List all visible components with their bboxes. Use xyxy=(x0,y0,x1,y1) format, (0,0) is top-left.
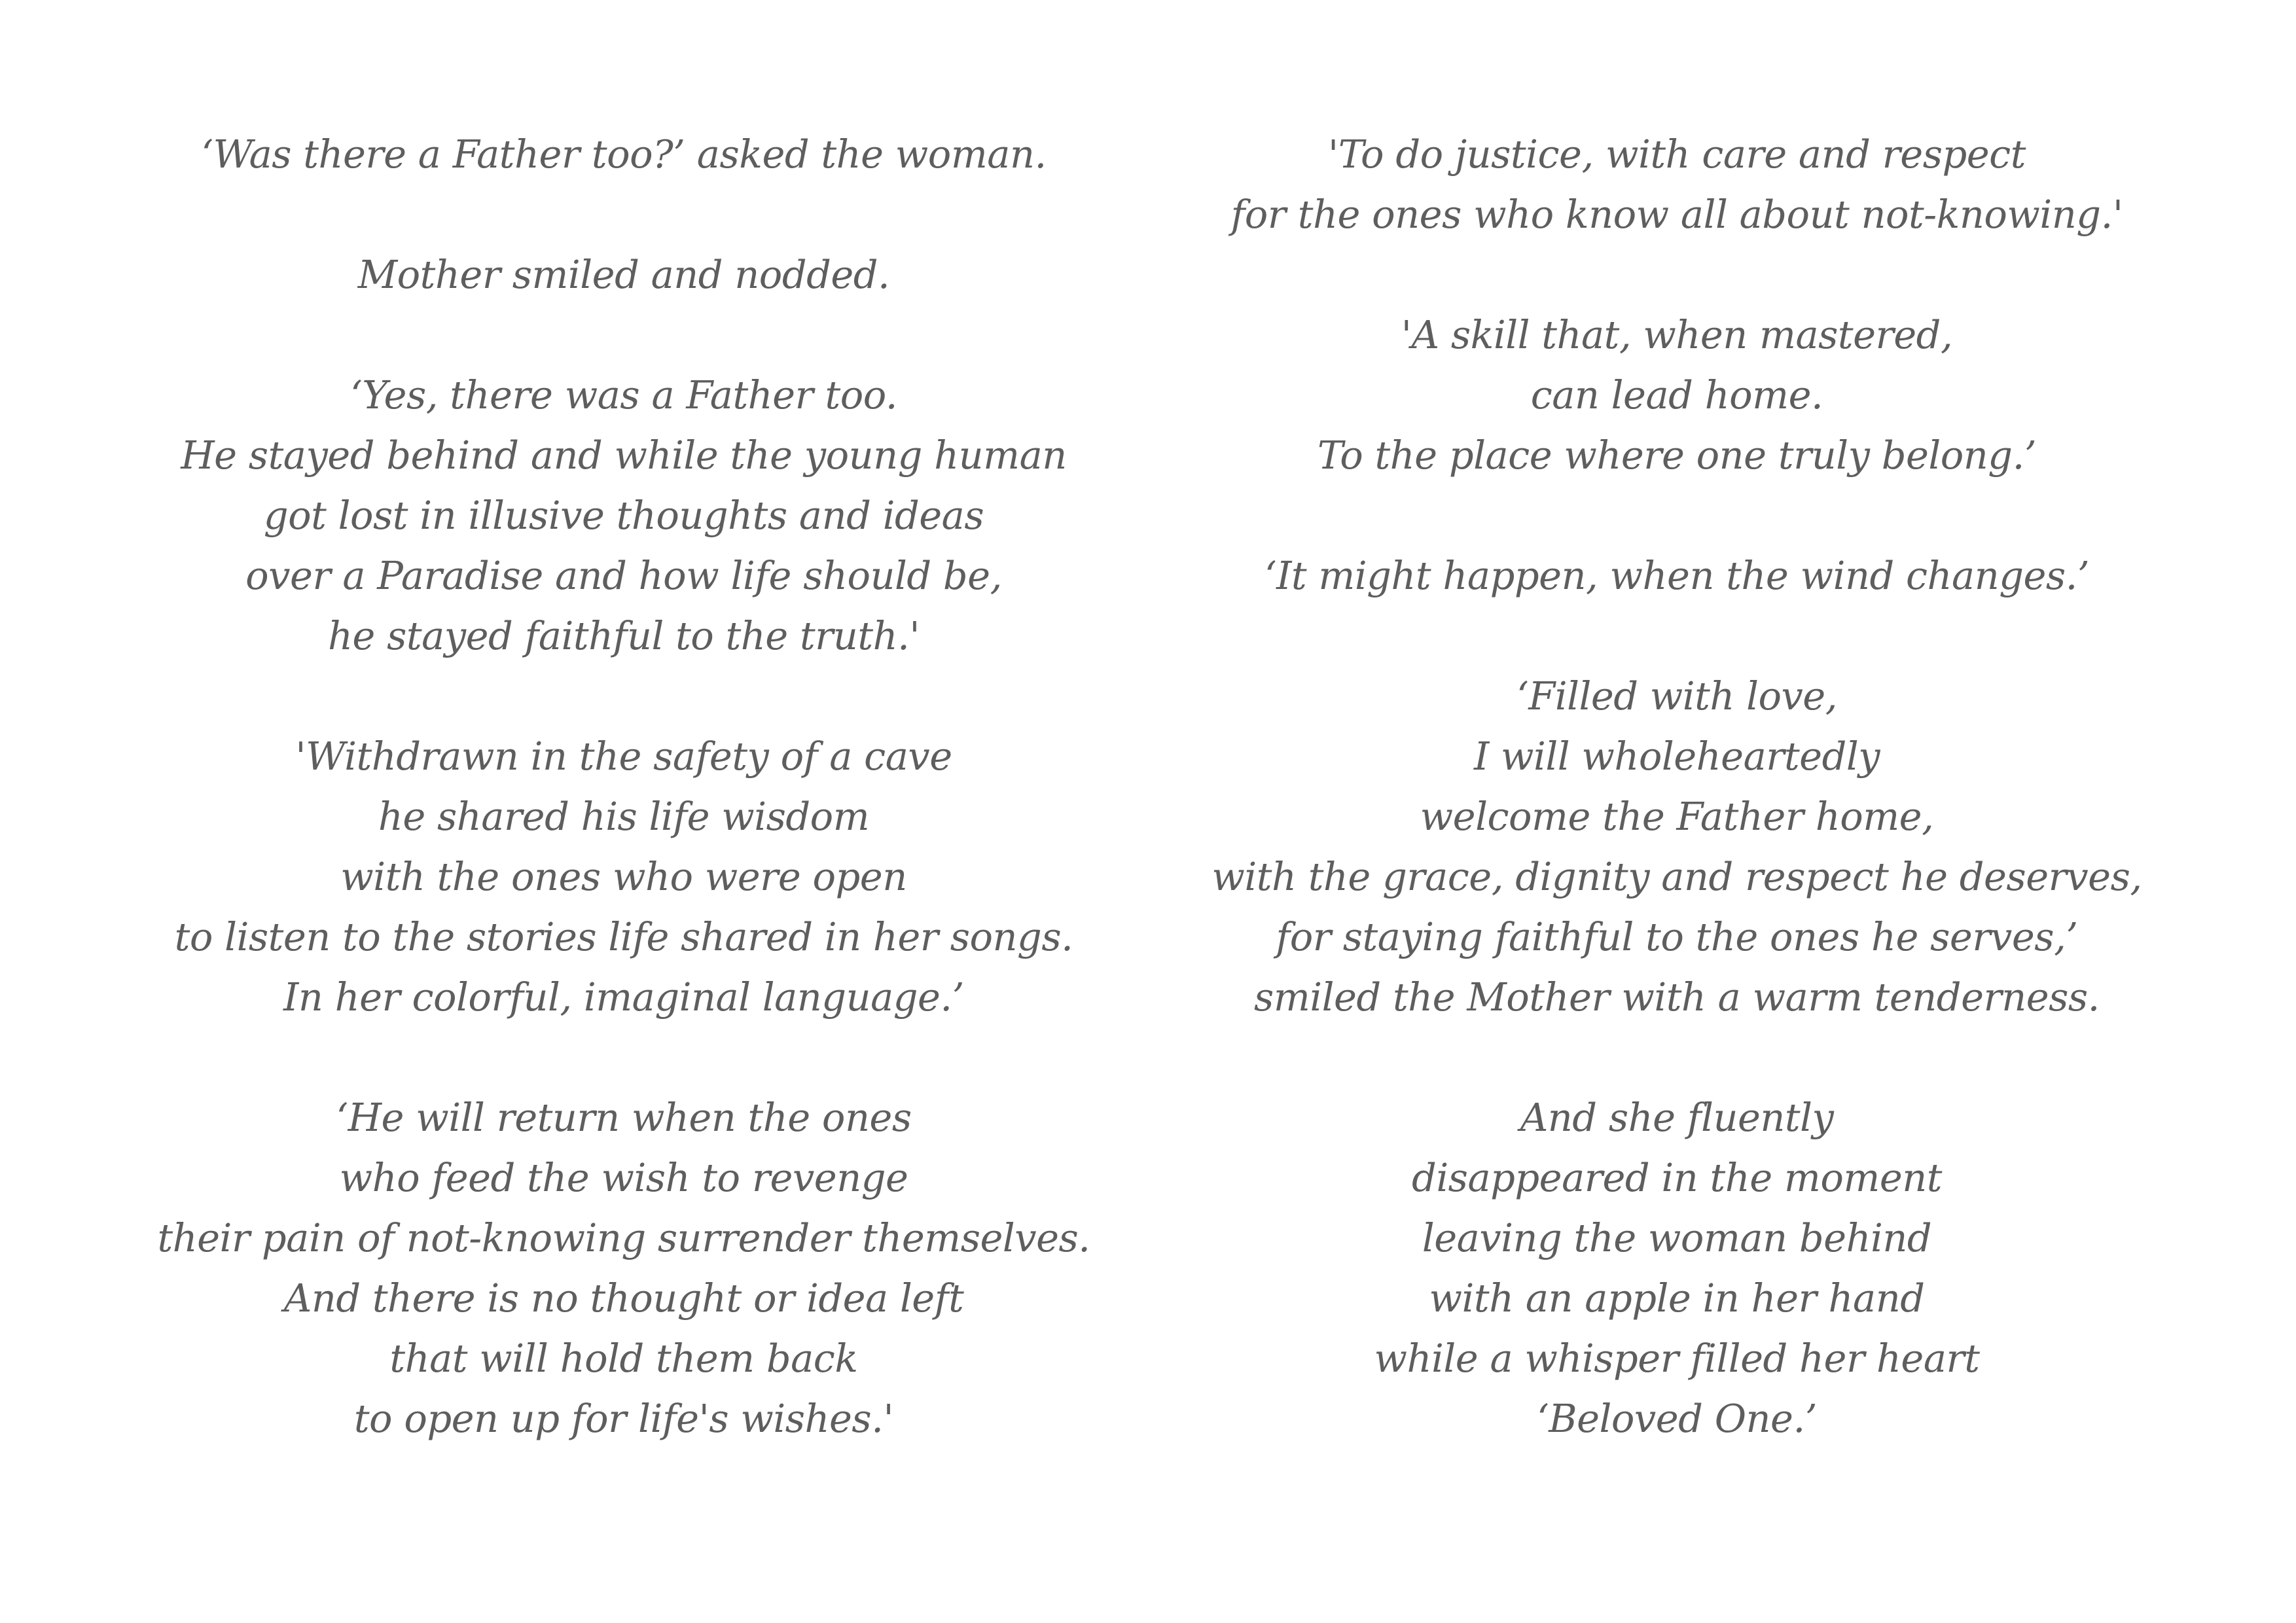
stanza xyxy=(1186,1088,2168,1449)
poem-line: To the place where one truly belong.’ xyxy=(1317,433,2037,478)
poem-line: he shared his life wisdom xyxy=(378,794,870,839)
stanza xyxy=(133,245,1115,305)
stanza xyxy=(133,365,1115,666)
poem-line: welcome the Father home, xyxy=(1420,794,1934,839)
poem-line: ‘Was there a Father too?’ asked the woman. xyxy=(201,132,1047,177)
poem-line: ‘Filled with love, xyxy=(1516,673,1837,719)
poem-line: ‘It might happen, when the wind changes.’ xyxy=(1264,553,2090,598)
right-poem-column xyxy=(1186,124,2168,1449)
stanza xyxy=(1186,546,2168,606)
poem-line: with the grace, dignity and respect he deserves, xyxy=(1211,854,2142,899)
poem-line: he stayed faithful to the truth.' xyxy=(327,613,920,658)
left-poem-column xyxy=(133,124,1115,1449)
poem-line: to open up for life's wishes.' xyxy=(353,1396,894,1441)
poem-line: for the ones who know all about not-knowing.' xyxy=(1230,192,2123,237)
poem-line: Mother smiled and nodded. xyxy=(357,252,890,297)
stanza xyxy=(133,1088,1115,1449)
poem-line: can lead home. xyxy=(1530,372,1823,418)
stanza xyxy=(133,124,1115,185)
stanza xyxy=(133,726,1115,1027)
poem-line: their pain of not-knowing surrender themselves. xyxy=(157,1215,1090,1260)
poem-line: for staying faithful to the ones he serves,’ xyxy=(1276,914,2078,959)
poem-line: 'A skill that, when mastered, xyxy=(1401,312,1953,357)
poem-line: while a whisper filled her heart xyxy=(1374,1336,1980,1381)
poem-line: And she fluently xyxy=(1520,1095,1834,1140)
poem-line: disappeared in the moment xyxy=(1412,1155,1942,1200)
poem-line: 'Withdrawn in the safety of a cave xyxy=(295,734,952,779)
poem-line: over a Paradise and how life should be, xyxy=(245,553,1002,598)
stanza xyxy=(1186,666,2168,1027)
poem-line: smiled the Mother with a warm tenderness. xyxy=(1254,974,2100,1020)
poem-line: that will hold them back xyxy=(389,1336,858,1381)
poem-line: In her colorful, imaginal language.’ xyxy=(283,974,964,1020)
poem-line: I will wholeheartedly xyxy=(1473,734,1880,779)
poem-line: ‘Beloved One.’ xyxy=(1537,1396,1817,1441)
stanza xyxy=(1186,124,2168,245)
poem-line: And there is no thought or idea left xyxy=(283,1275,964,1321)
poem-line: 'To do justice, with care and respect xyxy=(1328,132,2026,177)
poem-line: with an apple in her hand xyxy=(1429,1275,1925,1321)
poem-line: ‘Yes, there was a Father too. xyxy=(350,372,898,418)
stanza xyxy=(1186,305,2168,486)
poem-line: got lost in illusive thoughts and ideas xyxy=(263,493,984,538)
poem-line: ‘He will return when the ones xyxy=(336,1095,912,1140)
poem-line: to listen to the stories life shared in her songs. xyxy=(174,914,1073,959)
poem-line: with the ones who were open xyxy=(340,854,907,899)
poem-line: who feed the wish to revenge xyxy=(339,1155,908,1200)
poem-line: He stayed behind and while the young human xyxy=(181,433,1067,478)
poem-line: leaving the woman behind xyxy=(1422,1215,1932,1260)
